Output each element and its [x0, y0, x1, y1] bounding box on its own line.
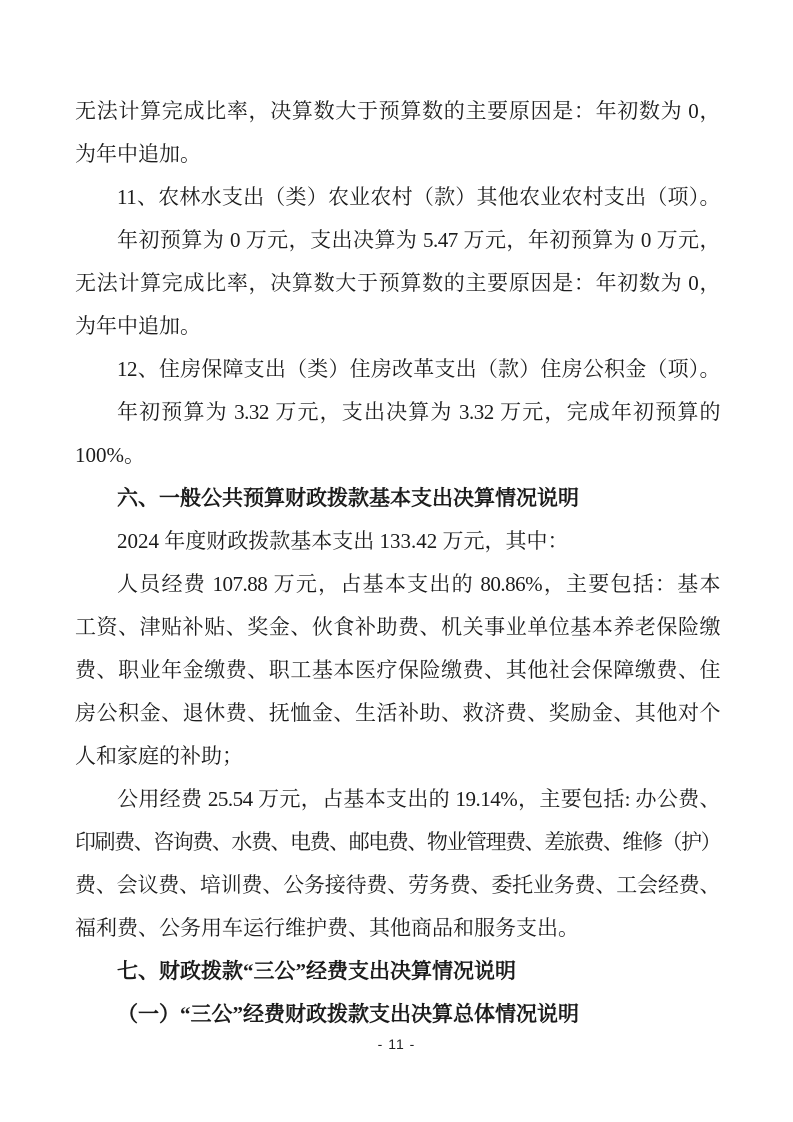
text-line: 为年中追加。: [75, 314, 201, 338]
text-line: 11、农林水支出（类）农业农村（款）其他农业农村支出（项）。: [117, 185, 720, 209]
text-line: 工资、津贴补贴、奖金、伙食补助费、机关事业单位基本养老保险缴: [75, 615, 720, 639]
text-line: 人和家庭的补助；: [75, 744, 243, 768]
text-line: 100%。: [75, 443, 145, 467]
text-line: 房公积金、退休费、抚恤金、生活补助、救济费、奖励金、其他对个: [75, 701, 720, 725]
document-body: [75, 90, 720, 1036]
text-line: 年初预算为 3.32 万元，支出决算为 3.32 万元，完成年初预算的: [117, 400, 720, 424]
text-line: 人员经费 107.88 万元，占基本支出的 80.86%，主要包括：基本: [117, 572, 720, 596]
subsection-heading: （一）“三公”经费财政拨款支出决算总体情况说明: [117, 1002, 579, 1026]
section-heading: 七、财政拨款“三公”经费支出决算情况说明: [117, 959, 516, 983]
section-heading: 六、一般公共预算财政拨款基本支出决算情况说明: [117, 486, 579, 510]
text-line: 2024 年度财政拨款基本支出 133.42 万元，其中：: [117, 529, 569, 553]
text-line: 12、住房保障支出（类）住房改革支出（款）住房公积金（项）。: [117, 357, 720, 381]
text-line: 无法计算完成比率，决算数大于预算数的主要原因是：年初数为 0，: [75, 271, 720, 295]
text-line: 费、会议费、培训费、公务接待费、劳务费、委托业务费、工会经费、: [75, 873, 720, 897]
text-line: 年初预算为 0 万元，支出决算为 5.47 万元，年初预算为 0 万元，: [117, 228, 720, 252]
text-line: 无法计算完成比率，决算数大于预算数的主要原因是：年初数为 0，: [75, 99, 720, 123]
text-line: 公用经费 25.54 万元，占基本支出的 19.14%，主要包括: 办公费、: [117, 787, 720, 811]
text-line: 费、职业年金缴费、职工基本医疗保险缴费、其他社会保障缴费、住: [75, 658, 720, 682]
text-line: 福利费、公务用车运行维护费、其他商品和服务支出。: [75, 916, 579, 940]
text-line: 印刷费、咨询费、水费、电费、邮电费、物业管理费、差旅费、维修（护）: [75, 830, 720, 854]
text-line: 为年中追加。: [75, 142, 201, 166]
page-number: - 11 -: [377, 1036, 416, 1052]
page-footer: [0, 1034, 793, 1054]
